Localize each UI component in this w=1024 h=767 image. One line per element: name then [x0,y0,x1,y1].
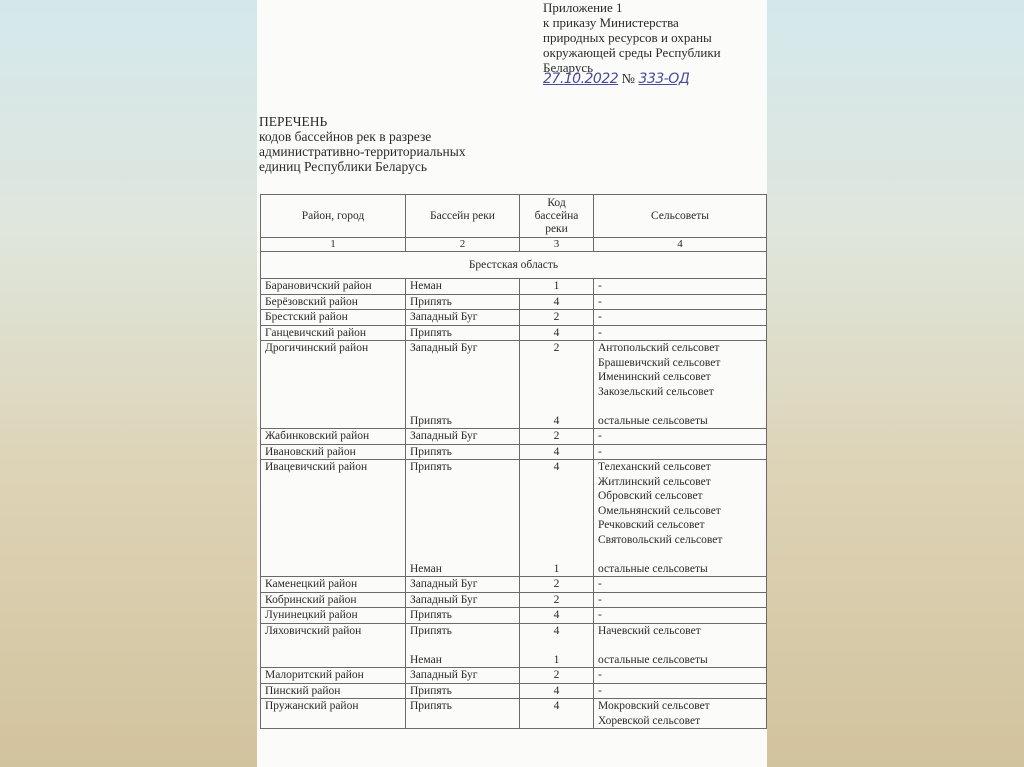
council-name: - [598,669,602,681]
basin-cell [406,429,520,445]
basin-code: 4 [553,700,560,712]
district-name: Ляховичский район [265,624,362,637]
district-cell [261,341,406,429]
table-row [261,460,767,577]
basin-code-cell [520,592,594,608]
basin-code-cell [520,294,594,310]
appendix-line: природных ресурсов и охраны [543,30,712,45]
district-name: Ивановский район [265,445,356,458]
council-name: Мокровский сельсовет [598,700,710,712]
basin-name: Западный Буг [410,593,478,606]
basin-code-cell [520,460,594,577]
table-header-row [261,195,767,238]
basin-code-cell [520,341,594,429]
council-name: - [598,311,602,323]
document-title [259,114,466,174]
basin-name: Западный Буг [410,578,478,590]
cell-spacer [598,547,762,562]
district-cell [261,608,406,624]
appendix-line: окружающей среды Республики [543,45,721,60]
river-basin-table [260,194,767,729]
cell-spacer [410,638,515,653]
basin-name: Припять [410,414,452,427]
order-reference [543,71,689,88]
basin-name: Припять [410,700,452,712]
basin-name: Неман [410,280,442,292]
council-name: Брашевичский сельсовет [598,356,721,369]
document-page [257,0,767,767]
table-row [261,577,767,593]
council-name: Начевский сельсовет [598,624,701,637]
table-row [261,592,767,608]
title-line: единиц Республики Беларусь [259,159,427,174]
basin-code-cell [520,608,594,624]
basin-code-cell [520,623,594,668]
basin-cell [406,279,520,295]
district-cell [261,294,406,310]
district-cell [261,279,406,295]
column-number-row [261,238,767,252]
basin-code: 2 [553,578,560,590]
council-name: - [598,684,602,697]
cell-spacer [524,638,589,653]
basin-code-cell [520,279,594,295]
councils-cell [594,623,767,668]
cell-spacer [598,399,762,414]
column-number: 4 [594,238,767,252]
basin-name: Припять [410,461,452,473]
district-name: Ганцевичский район [265,326,367,339]
basin-code: 2 [553,342,560,354]
council-name: Закозельский сельсовет [598,385,714,398]
table-row [261,623,767,668]
councils-cell [594,444,767,460]
district-cell [261,699,406,729]
basin-code: 4 [553,684,560,697]
table-row [261,683,767,699]
basin-name: Неман [410,653,442,666]
councils-cell [594,608,767,624]
district-cell [261,325,406,341]
basin-code: 2 [553,430,560,442]
councils-cell [594,310,767,326]
council-name: Именинский сельсовет [598,371,711,383]
council-name: - [598,326,602,339]
council-name: - [598,280,602,292]
basin-cell [406,699,520,729]
column-number: 2 [406,238,520,252]
district-name: Кобринский район [265,593,357,606]
basin-code-cell [520,429,594,445]
cell-spacer [524,356,589,414]
table-row [261,341,767,429]
column-number: 1 [261,238,406,252]
header-district: Район, город [261,195,406,238]
council-name: - [598,430,602,442]
basin-name: Припять [410,684,452,697]
header-councils: Сельсоветы [594,195,767,238]
basin-name: Припять [410,609,452,621]
district-cell [261,310,406,326]
councils-cell [594,577,767,593]
district-cell [261,444,406,460]
basin-cell [406,310,520,326]
basin-name: Припять [410,295,452,308]
councils-cell [594,668,767,684]
basin-code-cell [520,668,594,684]
basin-cell [406,294,520,310]
council-name: Омельнянский сельсовет [598,504,721,517]
basin-name: Припять [410,326,452,339]
cell-spacer [410,475,515,562]
district-name: Дрогичинский район [265,342,369,354]
table-row [261,668,767,684]
basin-cell [406,444,520,460]
district-name: Ивацевичский район [265,461,368,473]
column-number: 3 [520,238,594,252]
council-name: - [598,445,602,458]
councils-cell [594,341,767,429]
district-cell [261,460,406,577]
basin-name: Неман [410,562,442,575]
basin-code: 2 [553,669,560,681]
basin-name: Припять [410,624,452,637]
basin-code: 4 [553,295,560,308]
table-row [261,279,767,295]
basin-name: Западный Буг [410,311,478,323]
appendix-line: Беларусь [543,60,594,75]
district-cell [261,623,406,668]
basin-code-cell [520,577,594,593]
district-name: Барановичский район [265,280,372,292]
district-name: Пинский район [265,684,341,697]
handwritten-date: 27.10.2022 [543,71,619,87]
basin-cell [406,608,520,624]
basin-code: 4 [553,624,560,637]
table-row [261,325,767,341]
district-cell [261,668,406,684]
title-heading: ПЕРЕЧЕНЬ [259,114,328,129]
council-name: Обровский сельсовет [598,490,703,502]
basin-name: Западный Буг [410,430,478,442]
header-basin-code: Код бассейна реки [520,195,594,238]
appendix-line: к приказу Министерства [543,15,679,30]
council-name: - [598,609,602,621]
table-row [261,429,767,445]
region-row [261,252,767,279]
district-name: Каменецкий район [265,578,358,590]
basin-cell [406,577,520,593]
table-row [261,699,767,729]
basin-cell [406,592,520,608]
header-basin: Бассейн реки [406,195,520,238]
councils-cell [594,460,767,577]
basin-code-cell [520,444,594,460]
basin-code-cell [520,683,594,699]
basin-cell [406,623,520,668]
council-name: - [598,578,602,590]
basin-cell [406,460,520,577]
district-name: Лунинецкий район [265,609,358,621]
council-name: Телеханский сельсовет [598,461,711,473]
council-name: Антопольский сельсовет [598,342,720,354]
basin-code: 2 [553,593,560,606]
councils-cell [594,325,767,341]
table-row [261,444,767,460]
district-cell [261,577,406,593]
councils-cell [594,592,767,608]
basin-code: 4 [553,609,560,621]
council-name: - [598,295,602,308]
council-name: - [598,593,602,606]
region-name: Брестская область [261,252,767,279]
basin-cell [406,683,520,699]
cell-spacer [598,638,762,653]
basin-name: Припять [410,445,452,458]
council-name: остальные сельсоветы [598,562,708,575]
number-sign: № [621,72,636,87]
council-name: остальные сельсоветы [598,414,708,427]
basin-code: 1 [553,280,560,292]
basin-cell [406,341,520,429]
table-row [261,294,767,310]
councils-cell [594,699,767,729]
council-name: Святовольский сельсовет [598,533,723,546]
basin-code: 1 [553,653,560,666]
district-name: Пружанский район [265,700,359,712]
basin-code: 1 [553,562,560,575]
district-name: Жабинковский район [265,430,370,442]
district-cell [261,429,406,445]
district-cell [261,592,406,608]
district-name: Малоритский район [265,669,364,681]
basin-cell [406,325,520,341]
basin-code-cell [520,310,594,326]
table-row [261,310,767,326]
title-line: кодов бассейнов рек в разрезе [259,129,432,144]
appendix-line: Приложение 1 [543,0,623,15]
councils-cell [594,683,767,699]
district-cell [261,683,406,699]
basin-cell [406,668,520,684]
council-name: Житлинский сельсовет [598,475,711,488]
cell-spacer [524,475,589,562]
councils-cell [594,294,767,310]
handwritten-order-number: 333-ОД [638,71,690,87]
basin-code: 4 [553,414,560,427]
title-line: административно-территориальных [259,144,466,159]
appendix-note [543,0,721,75]
district-name: Берёзовский район [265,295,358,308]
table-row [261,608,767,624]
basin-code: 4 [553,326,560,339]
district-name: Брестский район [265,311,348,323]
council-name: остальные сельсоветы [598,653,708,666]
cell-spacer [410,356,515,414]
basin-code-cell [520,325,594,341]
basin-code-cell [520,699,594,729]
councils-cell [594,279,767,295]
council-name: Речковский сельсовет [598,519,705,531]
basin-code: 2 [553,311,560,323]
basin-code: 4 [553,445,560,458]
basin-name: Западный Буг [410,669,478,681]
basin-code: 4 [553,461,560,473]
basin-name: Западный Буг [410,342,478,354]
council-name: Хоревской сельсовет [598,714,701,727]
councils-cell [594,429,767,445]
